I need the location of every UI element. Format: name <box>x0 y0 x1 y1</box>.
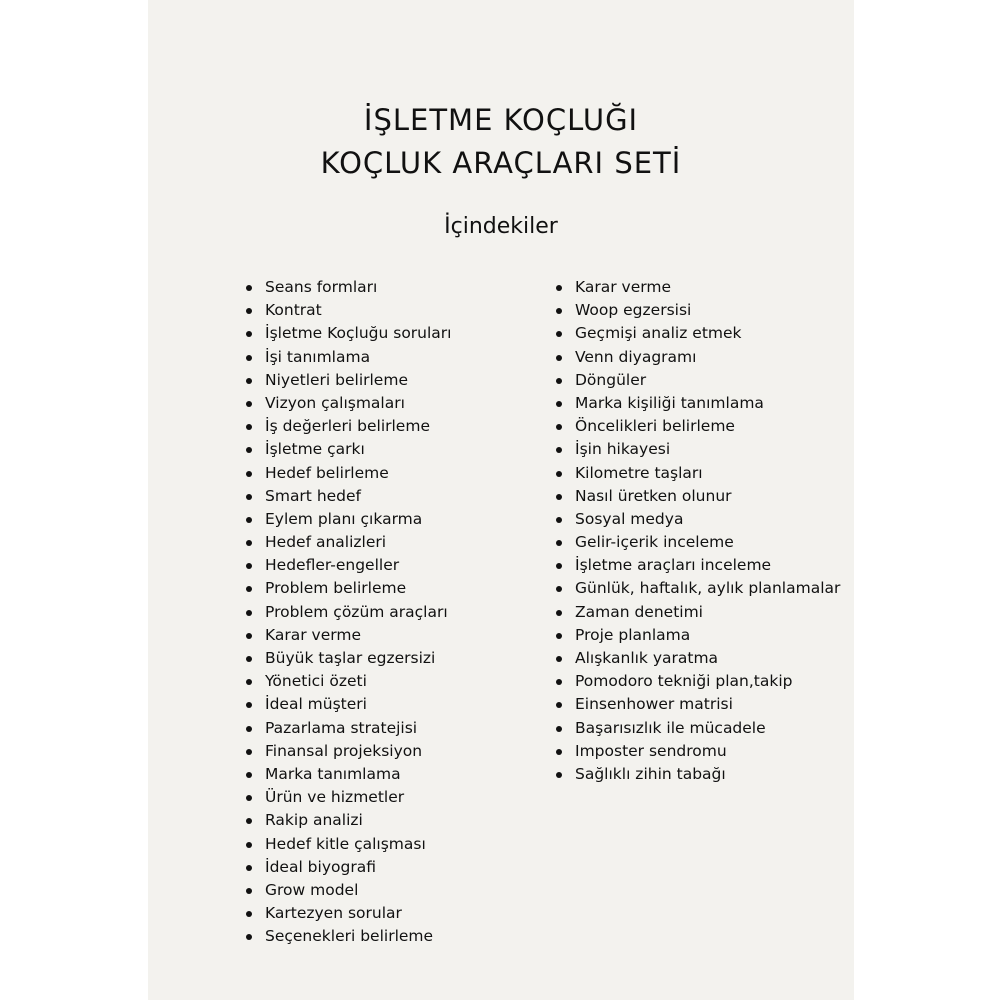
list-item: Woop egzersisi <box>556 299 840 322</box>
list-item: Problem belirleme <box>246 577 451 600</box>
list-item: Döngüler <box>556 369 840 392</box>
list-item: İşletme Koçluğu soruları <box>246 322 451 345</box>
list-item: Seans formları <box>246 276 451 299</box>
list-item: Venn diyagramı <box>556 346 840 369</box>
list-item: Sağlıklı zihin tabağı <box>556 763 840 786</box>
list-item: Finansal projeksiyon <box>246 740 451 763</box>
list-item: Zaman denetimi <box>556 601 840 624</box>
list-item: İşletme araçları inceleme <box>556 554 840 577</box>
list-item: İdeal biyografi <box>246 856 451 879</box>
contents-list-right <box>556 276 840 786</box>
list-item: Hedefler-engeller <box>246 554 451 577</box>
list-item: Seçenekleri belirleme <box>246 925 451 948</box>
contents-list-left <box>246 276 451 948</box>
list-item: Einsenhower matrisi <box>556 693 840 716</box>
list-item: Büyük taşlar egzersizi <box>246 647 451 670</box>
list-item: Günlük, haftalık, aylık planlamalar <box>556 577 840 600</box>
list-item: Hedef kitle çalışması <box>246 833 451 856</box>
list-item: Marka kişiliği tanımlama <box>556 392 840 415</box>
list-item: Eylem planı çıkarma <box>246 508 451 531</box>
list-item: İş değerleri belirleme <box>246 415 451 438</box>
list-item: Smart hedef <box>246 485 451 508</box>
list-item: Kartezyen sorular <box>246 902 451 925</box>
list-item: Grow model <box>246 879 451 902</box>
list-item: Karar verme <box>556 276 840 299</box>
list-item: Pazarlama stratejisi <box>246 717 451 740</box>
list-item: Kilometre taşları <box>556 462 840 485</box>
list-item: Geçmişi analiz etmek <box>556 322 840 345</box>
list-item: Karar verme <box>246 624 451 647</box>
list-item: Problem çözüm araçları <box>246 601 451 624</box>
list-item: Pomodoro tekniği plan,takip <box>556 670 840 693</box>
list-item: Alışkanlık yaratma <box>556 647 840 670</box>
contents-heading: İçindekiler <box>444 214 558 239</box>
list-item: Hedef belirleme <box>246 462 451 485</box>
list-item: İşin hikayesi <box>556 438 840 461</box>
list-item: Niyetleri belirleme <box>246 369 451 392</box>
list-item: İşi tanımlama <box>246 346 451 369</box>
list-item: İdeal müşteri <box>246 693 451 716</box>
list-item: Kontrat <box>246 299 451 322</box>
list-item: Imposter sendromu <box>556 740 840 763</box>
list-item: Öncelikleri belirleme <box>556 415 840 438</box>
list-item: Nasıl üretken olunur <box>556 485 840 508</box>
title-line-2: KOÇLUK ARAÇLARI SETİ <box>320 146 682 180</box>
list-item: Hedef analizleri <box>246 531 451 554</box>
title-line-1: İŞLETME KOÇLUĞI <box>363 103 639 137</box>
list-item: Başarısızlık ile mücadele <box>556 717 840 740</box>
list-item: Proje planlama <box>556 624 840 647</box>
list-item: Gelir-içerik inceleme <box>556 531 840 554</box>
list-item: Marka tanımlama <box>246 763 451 786</box>
document-page <box>148 0 854 1000</box>
list-item: İşletme çarkı <box>246 438 451 461</box>
list-item: Yönetici özeti <box>246 670 451 693</box>
list-item: Vizyon çalışmaları <box>246 392 451 415</box>
list-item: Rakip analizi <box>246 809 451 832</box>
list-item: Ürün ve hizmetler <box>246 786 451 809</box>
list-item: Sosyal medya <box>556 508 840 531</box>
